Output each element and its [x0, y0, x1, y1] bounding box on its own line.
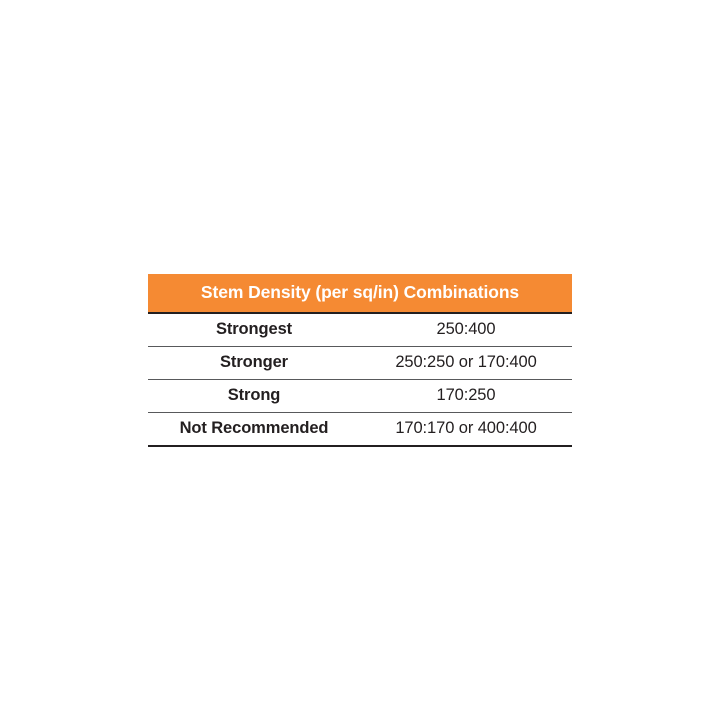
table-row [148, 313, 572, 346]
rating-label: Not Recommended [148, 413, 360, 446]
rating-value: 250:250 or 170:400 [360, 347, 572, 380]
rating-value: 170:250 [360, 380, 572, 413]
table-header [148, 274, 572, 313]
table-body [148, 313, 572, 446]
table-title: Stem Density (per sq/in) Combinations [148, 274, 572, 313]
table-row [148, 380, 572, 413]
table-row [148, 413, 572, 446]
stem-density-table-container [148, 274, 572, 447]
stem-density-table [148, 274, 572, 447]
rating-label: Strongest [148, 313, 360, 346]
table-header-row [148, 274, 572, 313]
rating-value: 250:400 [360, 313, 572, 346]
rating-value: 170:170 or 400:400 [360, 413, 572, 446]
rating-label: Stronger [148, 347, 360, 380]
rating-label: Strong [148, 380, 360, 413]
table-row [148, 347, 572, 380]
